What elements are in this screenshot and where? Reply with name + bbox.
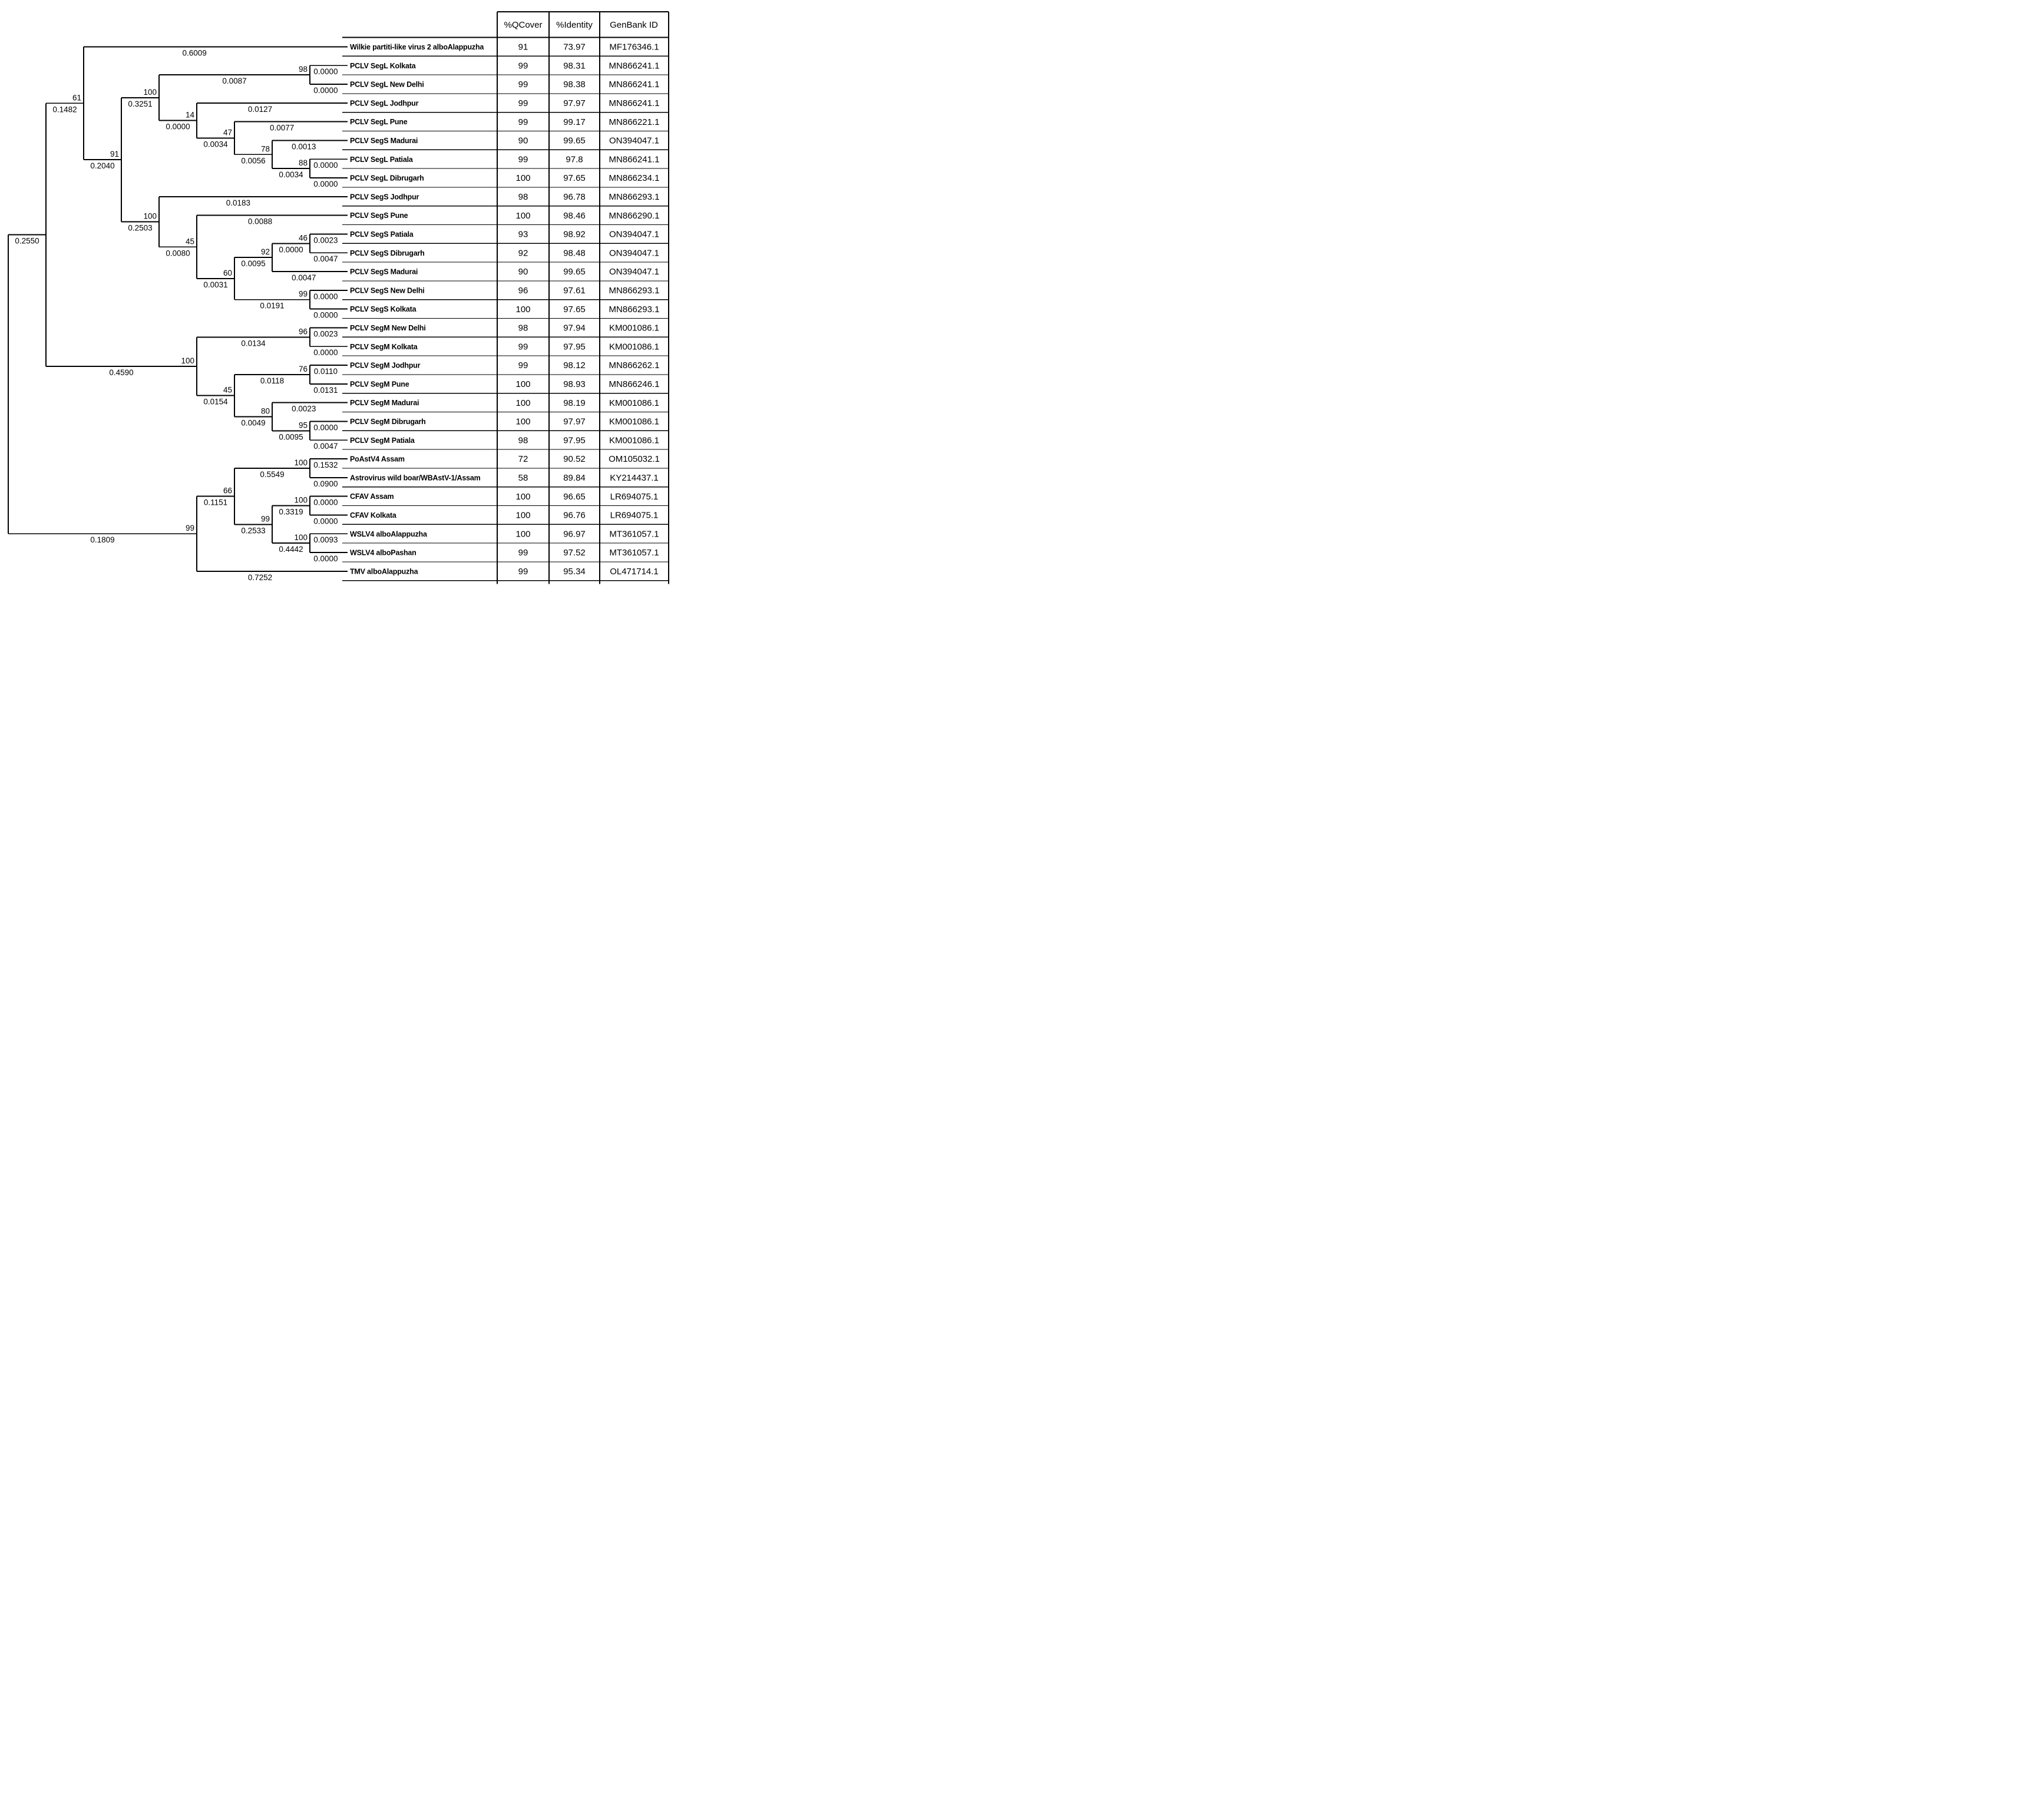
branch-length-label: 0.2503 xyxy=(128,223,153,233)
cell-genbank: KM001086.1 xyxy=(609,342,660,352)
cell-qcover: 98 xyxy=(518,192,528,202)
taxon-label: PCLV SegM Jodhpur xyxy=(350,361,421,370)
cell-genbank: OL471714.1 xyxy=(610,567,659,577)
taxon-label: PCLV SegM Dibrugarh xyxy=(350,418,426,426)
cell-genbank: MN866262.1 xyxy=(609,360,660,371)
cell-qcover: 98 xyxy=(518,435,528,446)
bootstrap-label: 100 xyxy=(294,495,308,505)
branch-length-label: 0.0031 xyxy=(203,280,228,289)
branch-length-label: 0.0183 xyxy=(226,198,251,207)
cell-genbank: LR694075.1 xyxy=(610,510,659,521)
cell-identity: 73.97 xyxy=(563,42,586,52)
table-row xyxy=(515,492,658,502)
branch-length-label: 0.0093 xyxy=(313,535,338,545)
cell-qcover: 99 xyxy=(518,360,528,371)
cell-qcover: 90 xyxy=(518,135,528,146)
cell-genbank: MN866246.1 xyxy=(609,379,660,389)
bootstrap-label: 95 xyxy=(298,421,308,430)
table-row xyxy=(518,454,660,464)
bootstrap-label: 78 xyxy=(260,144,270,154)
cell-identity: 97.61 xyxy=(563,286,586,296)
branch-length-label: 0.0088 xyxy=(247,217,273,226)
taxon-label: PCLV SegS Madurai xyxy=(350,137,418,145)
branch-length-label: 0.1482 xyxy=(52,105,77,114)
cell-qcover: 99 xyxy=(518,567,528,577)
cell-identity: 96.65 xyxy=(563,491,586,502)
col-header-identity: %Identity xyxy=(556,20,593,30)
cell-genbank: KM001086.1 xyxy=(609,398,660,408)
table-row xyxy=(518,61,660,71)
taxon-label: PCLV SegS Patiala xyxy=(350,230,414,239)
table-row xyxy=(515,379,659,389)
cell-identity: 99.65 xyxy=(563,267,586,277)
taxon-label: WSLV4 alboPashan xyxy=(350,548,416,557)
branch-length-label: 0.0095 xyxy=(241,259,266,269)
taxon-label: PCLV SegL Kolkata xyxy=(350,61,416,70)
cell-qcover: 100 xyxy=(515,379,531,389)
cell-genbank: KY214437.1 xyxy=(610,473,659,483)
bootstrap-label: 46 xyxy=(298,233,308,243)
col-header-qcover: %QCover xyxy=(504,20,543,30)
branch-length-label: 0.0049 xyxy=(241,418,266,428)
cell-identity: 98.38 xyxy=(563,80,586,90)
cell-genbank: MF176346.1 xyxy=(609,42,659,52)
branch-length-label: 0.6009 xyxy=(182,48,207,58)
table-row xyxy=(518,192,660,202)
taxon-label: PCLV SegL Patiala xyxy=(350,155,413,164)
table-row xyxy=(518,286,660,296)
cell-genbank: MN866241.1 xyxy=(609,154,660,165)
cell-identity: 99.17 xyxy=(563,117,586,127)
branch-length-label: 0.0000 xyxy=(313,292,338,301)
cell-genbank: MT361057.1 xyxy=(609,529,659,540)
cell-qcover: 99 xyxy=(518,548,528,558)
cell-identity: 98.31 xyxy=(563,61,586,71)
branch-length-label: 0.1151 xyxy=(203,498,228,507)
cell-identity: 98.93 xyxy=(563,379,586,389)
table-row xyxy=(518,473,659,483)
cell-qcover: 99 xyxy=(518,98,528,108)
cell-identity: 97.95 xyxy=(563,435,586,446)
branch-length-label: 0.0000 xyxy=(166,122,190,131)
cell-qcover: 99 xyxy=(518,154,528,165)
cell-qcover: 99 xyxy=(518,342,528,352)
cell-genbank: ON394047.1 xyxy=(609,267,660,277)
cell-qcover: 96 xyxy=(518,286,528,296)
bootstrap-label: 76 xyxy=(298,364,308,373)
branch-length-label: 0.0191 xyxy=(260,301,285,310)
table-row xyxy=(518,117,660,127)
table-row xyxy=(515,398,659,408)
cell-identity: 98.48 xyxy=(563,248,586,259)
bootstrap-label: 99 xyxy=(185,524,194,533)
taxon-label: PCLV SegM Kolkata xyxy=(350,342,418,351)
cell-qcover: 99 xyxy=(518,80,528,90)
cell-identity: 98.92 xyxy=(563,229,586,240)
cell-qcover: 100 xyxy=(515,529,531,540)
cell-identity: 95.34 xyxy=(563,567,586,577)
table-row xyxy=(518,360,660,370)
table-row xyxy=(518,342,659,352)
branch-length-label: 0.0023 xyxy=(313,329,338,339)
cell-qcover: 91 xyxy=(518,42,528,52)
branch-length-label: 0.0095 xyxy=(279,432,303,442)
cell-genbank: KM001086.1 xyxy=(609,323,660,333)
taxon-label: WSLV4 alboAlappuzha xyxy=(350,530,427,538)
cell-qcover: 100 xyxy=(515,491,531,502)
bootstrap-label: 100 xyxy=(294,458,308,467)
bootstrap-label: 14 xyxy=(185,110,194,120)
branch-length-label: 0.0000 xyxy=(313,498,338,507)
branch-length-label: 0.0000 xyxy=(313,348,338,358)
tree-layer xyxy=(8,43,484,582)
cell-identity: 97.65 xyxy=(563,173,586,184)
branch-length-label: 0.0034 xyxy=(279,170,303,180)
taxon-label: PCLV SegS Kolkata xyxy=(350,305,416,314)
branch-length-label: 0.0023 xyxy=(292,404,316,413)
cell-identity: 97.65 xyxy=(563,304,586,315)
cell-qcover: 92 xyxy=(518,248,528,259)
table-header xyxy=(504,20,658,30)
bootstrap-label: 91 xyxy=(110,150,119,159)
branch-length-label: 0.1809 xyxy=(90,535,115,545)
bootstrap-label: 45 xyxy=(223,385,232,395)
branch-length-label: 0.0000 xyxy=(313,86,338,95)
taxon-label: PCLV SegS New Delhi xyxy=(350,286,425,295)
branch-length-label: 0.0000 xyxy=(313,517,338,526)
cell-genbank: OM105032.1 xyxy=(609,454,660,465)
cell-genbank: MN866293.1 xyxy=(609,192,660,202)
cell-genbank: MN866290.1 xyxy=(609,210,660,221)
bootstrap-label: 98 xyxy=(298,65,308,74)
table-row xyxy=(515,529,659,539)
taxon-label: PCLV SegL Dibrugarh xyxy=(350,174,424,183)
branch-length-label: 0.3251 xyxy=(128,99,153,108)
branch-length-label: 0.0131 xyxy=(313,385,338,395)
bootstrap-label: 100 xyxy=(294,533,308,542)
table-row xyxy=(518,548,659,558)
bootstrap-label: 88 xyxy=(298,158,308,168)
cell-genbank: MN866234.1 xyxy=(609,173,660,184)
cell-qcover: 93 xyxy=(518,229,528,240)
cell-genbank: ON394047.1 xyxy=(609,135,660,146)
cell-identity: 99.65 xyxy=(563,135,586,146)
cell-identity: 96.97 xyxy=(563,529,586,540)
taxon-label: PCLV SegL Pune xyxy=(350,118,408,127)
cell-qcover: 98 xyxy=(518,323,528,333)
bootstrap-label: 100 xyxy=(143,211,157,221)
bootstrap-label: 80 xyxy=(260,406,270,416)
branch-length-label: 0.0154 xyxy=(203,397,228,406)
branch-length-label: 0.0000 xyxy=(313,423,338,432)
table-row xyxy=(518,42,659,52)
cell-identity: 96.76 xyxy=(563,510,586,521)
cell-qcover: 99 xyxy=(518,117,528,127)
taxon-label: PCLV SegS Jodhpur xyxy=(350,193,419,201)
taxon-label: PCLV SegM Pune xyxy=(350,380,409,389)
branch-length-label: 0.3319 xyxy=(279,507,303,517)
table-row xyxy=(515,511,658,521)
taxon-label: PCLV SegM Patiala xyxy=(350,436,415,445)
table-rows-layer xyxy=(515,42,659,577)
cell-identity: 97.52 xyxy=(563,548,586,558)
cell-genbank: MN866241.1 xyxy=(609,98,660,108)
phylogeny-figure xyxy=(0,0,675,607)
cell-identity: 98.19 xyxy=(563,398,586,408)
cell-qcover: 90 xyxy=(518,267,528,277)
taxon-label: PCLV SegS Pune xyxy=(350,211,408,220)
branch-length-label: 0.0087 xyxy=(222,77,247,86)
table-row xyxy=(518,154,660,164)
bootstrap-label: 100 xyxy=(143,87,157,97)
branch-length-label: 0.0080 xyxy=(166,249,190,258)
branch-length-label: 0.4442 xyxy=(279,545,303,554)
bootstrap-label: 61 xyxy=(72,93,81,102)
bootstrap-label: 60 xyxy=(223,268,232,277)
cell-qcover: 100 xyxy=(515,510,531,521)
cell-qcover: 72 xyxy=(518,454,528,465)
table-row xyxy=(515,173,659,183)
taxon-label: CFAV Kolkata xyxy=(350,511,396,519)
table-row xyxy=(518,435,659,445)
cell-identity: 97.8 xyxy=(566,154,583,165)
branch-length-label: 0.0000 xyxy=(313,310,338,320)
branch-length-label: 0.0118 xyxy=(260,376,285,385)
branch-length-label: 0.0110 xyxy=(313,367,338,376)
branch-length-label: 0.2550 xyxy=(15,236,39,246)
bootstrap-label: 45 xyxy=(185,237,194,246)
branch-length-label: 0.0034 xyxy=(203,140,228,149)
branch-length-label: 0.0134 xyxy=(241,339,266,348)
cell-genbank: KM001086.1 xyxy=(609,435,660,446)
table-row xyxy=(518,248,659,258)
branch-length-label: 0.0000 xyxy=(279,245,303,254)
branch-length-label: 0.0127 xyxy=(247,104,273,114)
cell-genbank: ON394047.1 xyxy=(609,229,660,240)
cell-genbank: MN866241.1 xyxy=(609,61,660,71)
bootstrap-label: 99 xyxy=(298,289,308,299)
cell-qcover: 99 xyxy=(518,61,528,71)
taxon-label: PCLV SegM Madurai xyxy=(350,399,419,408)
cell-genbank: KM001086.1 xyxy=(609,416,660,427)
taxon-label: PoAstV4 Assam xyxy=(350,455,405,464)
taxon-label: PCLV SegS Dibrugarh xyxy=(350,249,425,257)
cell-identity: 96.78 xyxy=(563,192,586,202)
col-header-genbank: GenBank ID xyxy=(610,20,658,30)
cell-genbank: MN866221.1 xyxy=(609,117,660,127)
table-row xyxy=(518,323,659,333)
taxon-label: Astrovirus wild boar/WBAstV-1/Assam xyxy=(350,474,481,482)
branch-length-label: 0.0013 xyxy=(292,142,316,151)
branch-length-label: 0.4590 xyxy=(109,368,134,377)
taxon-label: PCLV SegL Jodhpur xyxy=(350,99,419,108)
taxon-label: PCLV SegL New Delhi xyxy=(350,80,424,89)
table-row xyxy=(515,305,659,315)
branch-length-label: 0.0900 xyxy=(313,479,338,488)
cell-genbank: MN866293.1 xyxy=(609,286,660,296)
table-row xyxy=(518,567,659,577)
bootstrap-label: 66 xyxy=(223,486,232,495)
cell-genbank: MN866241.1 xyxy=(609,80,660,90)
branch-length-label: 0.2533 xyxy=(241,526,266,535)
cell-qcover: 100 xyxy=(515,173,531,184)
cell-genbank: LR694075.1 xyxy=(610,491,659,502)
cell-qcover: 100 xyxy=(515,416,531,427)
figure-root xyxy=(0,0,675,607)
branch-length-label: 0.0000 xyxy=(313,161,338,170)
taxon-label: Wilkie partiti-like virus 2 alboAlappuzha xyxy=(350,43,484,51)
branch-length-label: 0.0077 xyxy=(269,123,295,133)
branch-length-label: 0.0047 xyxy=(313,442,338,451)
table-row xyxy=(518,80,660,90)
branch-length-label: 0.7252 xyxy=(247,573,273,582)
table-row xyxy=(518,230,659,240)
table-row xyxy=(518,98,660,108)
branch-length-label: 0.0047 xyxy=(313,254,338,264)
taxon-label: PCLV SegS Madurai xyxy=(350,267,418,276)
cell-qcover: 100 xyxy=(515,304,531,315)
cell-identity: 97.97 xyxy=(563,98,586,108)
branch-length-label: 0.0000 xyxy=(313,180,338,188)
cell-identity: 97.97 xyxy=(563,416,586,427)
cell-qcover: 100 xyxy=(515,398,531,408)
taxon-label: PCLV SegM New Delhi xyxy=(350,324,426,332)
cell-identity: 97.94 xyxy=(563,323,586,333)
table-row xyxy=(515,417,659,427)
branch-length-label: 0.0047 xyxy=(292,273,316,282)
cell-identity: 98.46 xyxy=(563,210,586,221)
branch-length-label: 0.0000 xyxy=(313,554,338,563)
cell-identity: 90.52 xyxy=(563,454,586,465)
table-row xyxy=(518,267,659,277)
cell-identity: 97.95 xyxy=(563,342,586,352)
cell-identity: 98.12 xyxy=(563,360,586,371)
bootstrap-label: 96 xyxy=(298,327,308,336)
bootstrap-label: 99 xyxy=(260,514,270,524)
taxon-label: TMV alboAlappuzha xyxy=(350,567,418,576)
taxon-label: CFAV Assam xyxy=(350,492,394,501)
branch-length-label: 0.0023 xyxy=(313,236,338,245)
branch-length-label: 0.0000 xyxy=(313,67,338,77)
cell-genbank: MN866293.1 xyxy=(609,304,660,315)
cell-qcover: 100 xyxy=(515,210,531,221)
branch-length-label: 0.1532 xyxy=(313,461,338,469)
cell-identity: 89.84 xyxy=(563,473,586,483)
bootstrap-label: 92 xyxy=(260,247,270,257)
branch-length-label: 0.0056 xyxy=(241,156,266,166)
cell-qcover: 58 xyxy=(518,473,528,483)
cell-genbank: ON394047.1 xyxy=(609,248,660,259)
bootstrap-label: 47 xyxy=(223,128,232,137)
table-row xyxy=(518,136,659,146)
branch-length-label: 0.5549 xyxy=(260,469,285,479)
branch-length-label: 0.2040 xyxy=(90,161,115,171)
cell-genbank: MT361057.1 xyxy=(609,548,659,558)
bootstrap-label: 100 xyxy=(181,356,194,365)
table-row xyxy=(515,211,659,221)
